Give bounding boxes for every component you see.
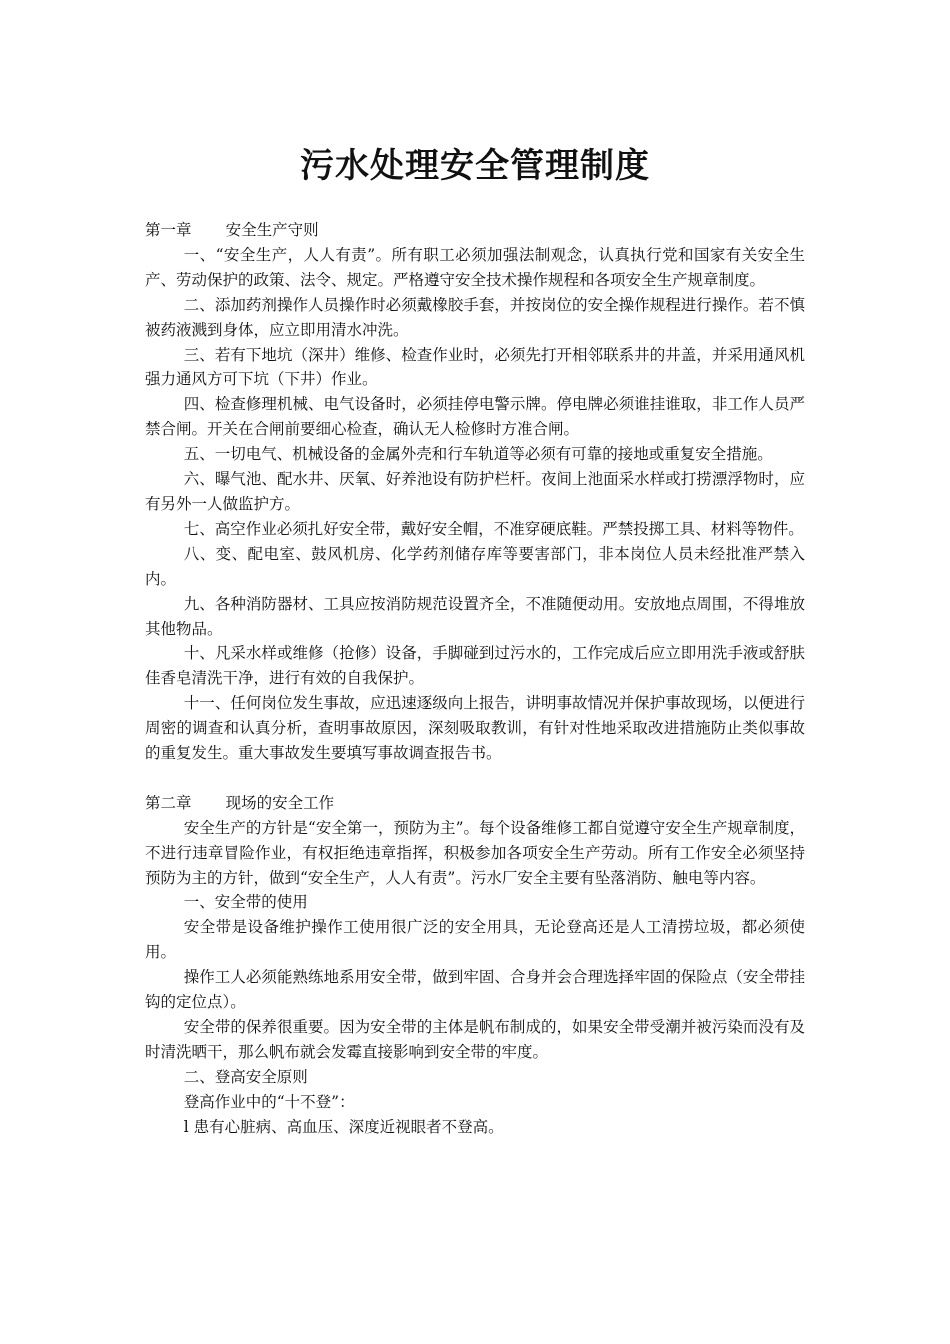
chapter-1-item-6: 六、曝气池、配水井、厌氧、好养池设有防护栏杆。夜间上池面采水样或打捞漂浮物时，应有另外一人做监护方。: [145, 470, 805, 513]
section-1-paragraph-1: 安全带是设备维护操作工使用很广泛的安全用具，无论登高还是人工清捞垃圾，都必须使用。: [145, 918, 805, 962]
chapter-1-item-8: 八、变、配电室、鼓风机房、化学药剂储存库等要害部门，非本岗位人员未经批准严禁入内。: [145, 544, 805, 588]
chapter-1-item-3: 三、若有下地坑（深井）维修、检查作业时，必须先打开相邻联系井的井盖，并采用通风机强力通风方可下坑（下井）作业。: [145, 345, 805, 389]
chapter-2-heading: [145, 791, 805, 816]
chapter-1-heading: [145, 218, 805, 243]
chapter-1-number: 第一章: [145, 221, 192, 239]
document-title: 污水处理安全管理制度: [300, 146, 650, 186]
section-1-heading: 一、安全带的使用: [183, 893, 308, 912]
section-2-lead: 登高作业中的“十不登”：: [183, 1092, 355, 1111]
chapter-1-item-1: 一、“安全生产，人人有责”。所有职工必须加强法制观念，认真执行党和国家有关安全生产、劳动保护的政策、法令、规定。严格遵守安全技术操作规程和各项安全生产规章制度。: [145, 245, 805, 289]
chapter-gap: [145, 766, 805, 791]
chapter-1-item-11: 十一、任何岗位发生事故，应迅速逐级向上报告，讲明事故情况并保护事故现场，以便进行周密的调查和认真分析，查明事故原因，深刻吸取教训，有针对性地采取改进措施防止类似事故的重复发生。重大事故发生要填写事故调查报告书。: [145, 694, 805, 763]
chapter-1-item-7: 七、高空作业必须扎好安全带，戴好安全帽，不准穿硬底鞋。严禁投掷工具、材料等物件。: [183, 519, 804, 538]
chapter-2-title: 现场的安全工作: [225, 793, 335, 812]
document-body: [145, 218, 805, 1140]
section-1-paragraph-3: 安全带的保养很重要。因为安全带的主体是帆布制成的，如果安全带受潮并被污染而没有及时清洗晒干，那么帆布就会发霉直接影响到安全带的牢度。: [145, 1017, 805, 1061]
chapter-1-item-9: 九、各种消防器材、工具应按消防规范设置齐全，不准随便动用。安放地点周围，不得堆放其他物品。: [145, 594, 805, 638]
chapter-1-item-5: 五、一切电气、机械设备的金属外壳和行车轨道等必须有可靠的接地或重复安全措施。: [183, 445, 773, 464]
chapter-1-item-4: 四、检查修理机械、电气设备时，必须挂停电警示牌。停电牌必须谁挂谁取，非工作人员严禁合闸。开关在合闸前要细心检查，确认无人检修时方准合闸。: [145, 395, 805, 439]
section-2-rule-1: l 患有心脏病、高血压、深度近视眼者不登高。: [183, 1117, 504, 1136]
chapter-1-title: 安全生产守则: [225, 221, 319, 239]
chapter-1-item-2: 二、添加药剂操作人员操作时必须戴橡胶手套，并按岗位的安全操作规程进行操作。若不慎被药液溅到身体，应立即用清水冲洗。: [145, 295, 805, 339]
chapter-2-intro: 安全生产的方针是“安全第一，预防为主”。每个设备维修工都自觉遵守安全生产规章制度，不进行违章冒险作业，有权拒绝违章指挥，积极参加各项安全生产劳动。所有工作安全必须坚持预防为主的方针，做到“安全生产，人人有责”。污水厂安全主要有坠落消防、触电等内容。: [145, 818, 805, 887]
chapter-1-item-10: 十、凡采水样或维修（抢修）设备，手脚碰到过污水的，工作完成后应立即用洗手液或舒肤佳香皂清洗干净，进行有效的自我保护。: [145, 644, 805, 688]
section-1-paragraph-2: 操作工人必须能熟练地系用安全带，做到牢固、合身并会合理选择牢固的保险点（安全带挂钩的定位点）。: [145, 968, 805, 1012]
section-2-heading: 二、登高安全原则: [183, 1067, 308, 1086]
chapter-2-number: 第二章: [145, 793, 192, 812]
